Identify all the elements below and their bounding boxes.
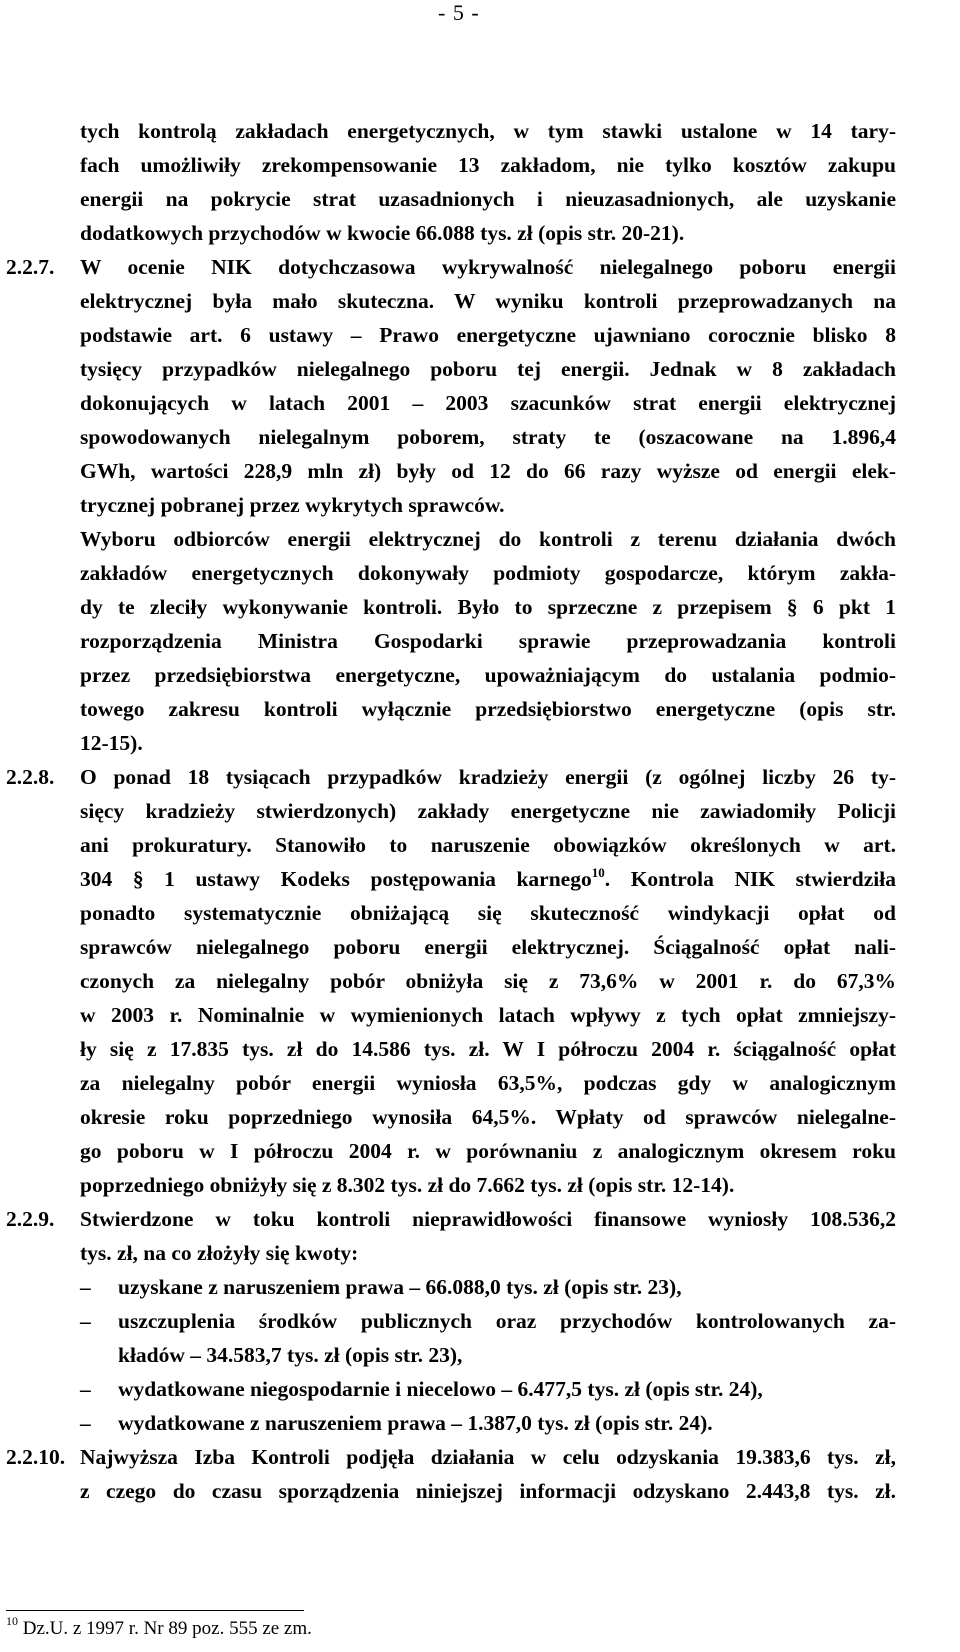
text-line: sięcy kradzieży stwierdzonych) zakłady energetyczne nie zawiadomiły Policji [80,799,896,823]
text-line: okresie roku poprzedniego wynosiła 64,5%. Wpłaty od sprawców nielegalne- [80,1105,896,1129]
line-304-before: 304 § 1 ustawy Kodeks postępowania karnego [80,867,592,891]
text-line: wydatkowane niegospodarnie i niecelowo – 6.477,5 tys. zł (opis str. 24), [118,1377,763,1401]
footnote-mark: 10 [6,1614,18,1628]
text-line: zakładów energetycznych dokonywały podmioty gospodarcze, którym zakła- [80,561,896,585]
text-line: spowodowanych nielegalnym poborem, straty te (oszacowane na 1.896,4 [80,425,896,449]
text-line: W ocenie NIK dotychczasowa wykrywalność nielegalnego poboru energii [80,255,896,279]
footnote [6,1614,312,1640]
section-number: 2.2.7. [6,255,55,279]
text-line: fach umożliwiły zrekompensowanie 13 zakładom, nie tylko kosztów zakupu [80,153,896,177]
section-number: 2.2.10. [6,1445,66,1469]
text-line: uszczuplenia środków publicznych oraz przychodów kontrolowanych za- [118,1309,896,1333]
text-line: 12-15). [80,731,143,755]
line-304-after: . Kontrola NIK stwierdziła [604,867,896,891]
text-line: tys. zł, na co złożyły się kwoty: [80,1241,359,1265]
text-line: – [80,1411,91,1435]
text-line: tysięcy przypadków nielegalnego poboru tej energii. Jednak w 8 zakładach [80,357,896,381]
text-line: towego zakresu kontroli wyłącznie przedsiębiorstwo energetyczne (opis str. [80,697,896,721]
text-line: Najwyższa Izba Kontroli podjęła działania w celu odzyskania 19.383,6 tys. zł, [80,1445,896,1469]
text-line: sprawców nielegalnego poboru energii elektrycznej. Ściągalność opłat nali- [80,935,896,959]
text-line: Wyboru odbiorców energii elektrycznej do kontroli z terenu działania dwóch [80,527,896,551]
text-line: elektrycznej była mało skuteczna. W wyniku kontroli przeprowadzanych na [80,289,896,313]
text-line: energii na pokrycie strat uzasadnionych i nieuzasadnionych, ale uzyskanie [80,187,896,211]
footnote-ref-10: 10 [591,865,605,880]
section-number: 2.2.8. [6,765,55,789]
text-line: poprzedniego obniżyły się z 8.302 tys. zł do 7.662 tys. zł (opis str. 12-14). [80,1173,735,1197]
text-line: za nielegalny pobór energii wyniosła 63,5%, podczas gdy w analogicznym [80,1071,896,1095]
text-line: dodatkowych przychodów w kwocie 66.088 tys. zł (opis str. 20-21). [80,221,685,245]
text-line: trycznej pobranej przez wykrytych sprawców. [80,493,505,517]
text-line: dokonujących w latach 2001 – 2003 szacunków strat energii elektrycznej [80,391,896,415]
text-line: O ponad 18 tysiącach przypadków kradzieży energii (z ogólnej liczby 26 ty- [80,765,896,789]
section-number: 2.2.9. [6,1207,55,1231]
text-line: Stwierdzone w toku kontroli nieprawidłowości finansowe wyniosły 108.536,2 [80,1207,896,1231]
text-line: ponadto systematycznie obniżającą się skuteczność windykacji opłat od [80,901,896,925]
text-line: ły się z 17.835 tys. zł do 14.586 tys. zł. W I półroczu 2004 r. ściągalność opłat [80,1037,896,1061]
text-line-304 [80,862,896,896]
text-line: dy te zleciły wykonywanie kontroli. Było to sprzeczne z przepisem § 6 pkt 1 [80,595,896,619]
text-line: ani prokuratury. Stanowiło to naruszenie obowiązków określonych w art. [80,833,896,857]
text-line: rozporządzenia Ministra Gospodarki sprawie przeprowadzania kontroli [80,629,896,653]
text-line: czonych za nielegalny pobór obniżyła się z 73,6% w 2001 r. do 67,3% [80,969,896,993]
text-line: – [80,1275,91,1299]
text-line: z czego do czasu sporządzenia niniejszej informacji odzyskano 2.443,8 tys. zł. [80,1479,896,1503]
text-line: GWh, wartości 228,9 mln zł) były od 12 do 66 razy wyższe od energii elek- [80,459,896,483]
text-line: w 2003 r. Nominalnie w wymienionych latach wpływy z tych opłat zmniejszy- [80,1003,896,1027]
text-line: podstawie art. 6 ustawy – Prawo energetyczne ujawniano corocznie blisko 8 [80,323,896,347]
text-line: – [80,1309,91,1333]
text-line: przez przedsiębiorstwa energetyczne, upoważniającym do ustalania podmio- [80,663,896,687]
text-line: wydatkowane z naruszeniem prawa – 1.387,0 tys. zł (opis str. 24). [118,1411,713,1435]
text-line: tych kontrolą zakładach energetycznych, w tym stawki ustalone w 14 tary- [80,119,896,143]
text-line: kładów – 34.583,7 tys. zł (opis str. 23), [118,1343,463,1367]
footnote-rule [6,1610,304,1611]
text-line: uzyskane z naruszeniem prawa – 66.088,0 tys. zł (opis str. 23), [118,1275,682,1299]
footnote-text: Dz.U. z 1997 r. Nr 89 poz. 555 ze zm. [18,1618,312,1639]
text-line: – [80,1377,91,1401]
page-number: - 5 - [438,0,480,25]
text-line: go poboru w I półroczu 2004 r. w porównaniu z analogicznym okresem roku [80,1139,896,1163]
